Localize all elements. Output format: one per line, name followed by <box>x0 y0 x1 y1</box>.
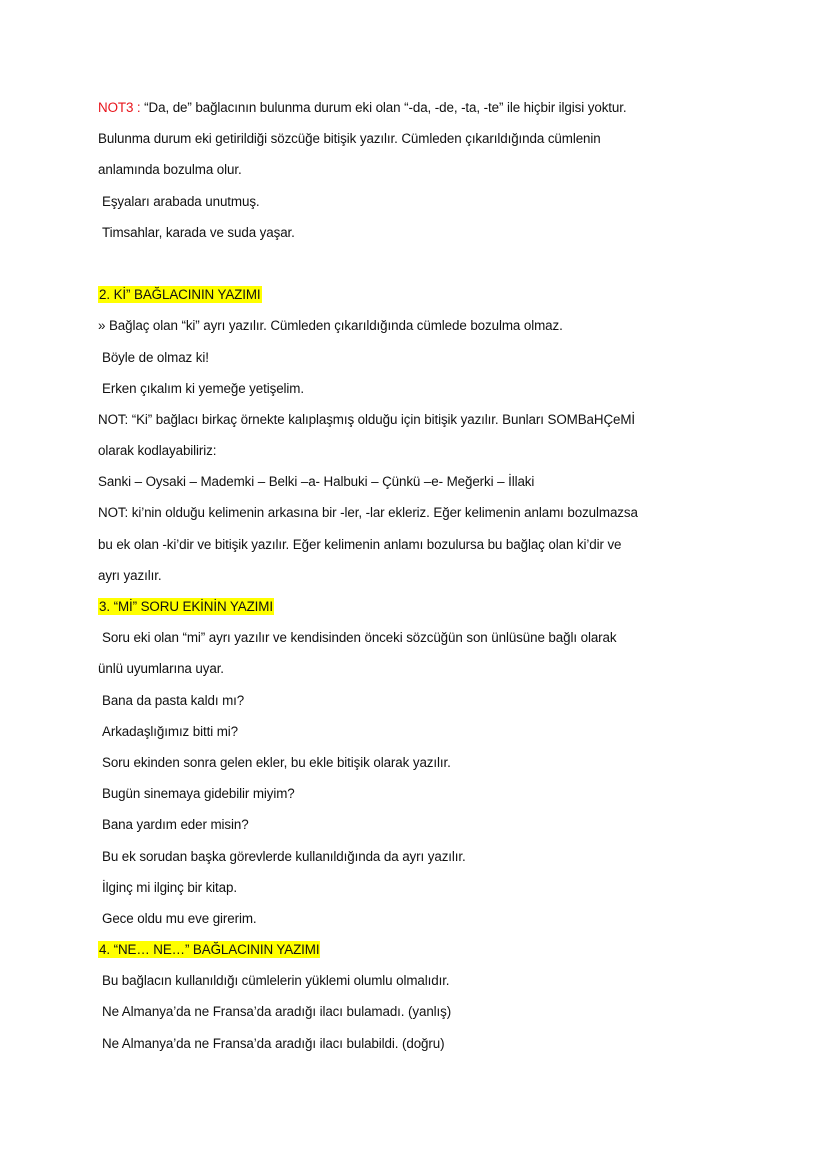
example-line: Ne Almanya’da ne Fransa’da aradığı ilacı bulabildi. (doğru) <box>102 1035 445 1051</box>
text-line: olarak kodlayabiliriz: <box>98 443 217 459</box>
example-line: Timsahlar, karada ve suda yaşar. <box>102 224 295 240</box>
text-line: bu ek olan -ki’dir ve bitişik yazılır. Eğer kelimenin anlamı bozulursa bu bağlaç olan ki’dir ve <box>98 536 622 552</box>
text-line: NOT: ki’nin olduğu kelimenin arkasına bir -ler, -lar ekleriz. Eğer kelimenin anlamı bozulmazsa <box>98 505 638 521</box>
text-line: ünlü uyumlarına uyar. <box>98 661 224 677</box>
text-line: Bulunma durum eki getirildiği sözcüğe bitişik yazılır. Cümleden çıkarıldığında cümlenin <box>98 131 601 147</box>
text-line: Bu bağlacın kullanıldığı cümlelerin yüklemi olumlu olmalıdır. <box>102 973 450 989</box>
text-line: anlamında bozulma olur. <box>98 162 242 178</box>
document-page <box>98 96 738 1063</box>
example-line: Arkadaşlığımız bitti mi? <box>102 723 239 739</box>
section-2-heading: 2. Kİ” BAĞLACININ YAZIMI <box>99 287 261 303</box>
text-line: Soru ekinden sonra gelen ekler, bu ekle bitişik olarak yazılır. <box>102 754 451 770</box>
example-line: Eşyaları arabada unutmuş. <box>102 193 260 209</box>
example-line: Erken çıkalım ki yemeğe yetişelim. <box>102 380 304 396</box>
text-line: Sanki – Oysaki – Mademki – Belki –a- Halbuki – Çünkü –e- Meğerki – İllaki <box>98 474 535 490</box>
blank-line <box>98 252 738 283</box>
text-line: Soru eki olan “mi” ayrı yazılır ve kendisinden önceki sözcüğün son ünlüsüne bağlı olarak <box>102 630 617 646</box>
section-4-heading-row <box>98 938 738 969</box>
note3-paragraph <box>98 96 738 127</box>
text-line: » Bağlaç olan “ki” ayrı yazılır. Cümleden çıkarıldığında cümlede bozulma olmaz. <box>98 318 563 334</box>
note3-text: “Da, de” bağlacının bulunma durum eki olan “-da, -de, -ta, -te” ile hiçbir ilgisi yoktur. <box>140 100 627 115</box>
text-line: NOT: “Ki” bağlacı birkaç örnekte kalıplaşmış olduğu için bitişik yazılır. Bunları SOMBaHÇeMİ <box>98 411 636 427</box>
section-3-heading: 3. “Mİ” SORU EKİNİN YAZIMI <box>99 599 273 614</box>
example-line: Bana da pasta kaldı mı? <box>102 692 245 708</box>
text-line: Bu ek sorudan başka görevlerde kullanıldığında da ayrı yazılır. <box>102 848 466 864</box>
example-line: Bana yardım eder misin? <box>102 817 249 833</box>
section-2-heading-row <box>98 283 738 314</box>
example-line: Bugün sinemaya gidebilir miyim? <box>102 786 295 802</box>
example-line: Gece oldu mu eve girerim. <box>102 910 257 926</box>
example-line: İlginç mi ilginç bir kitap. <box>102 879 237 895</box>
note3-label: NOT3 : <box>98 100 141 115</box>
section-4-heading: 4. “NE… NE…” BAĞLACININ YAZIMI <box>99 942 320 958</box>
section-3-heading-row <box>98 595 738 626</box>
example-line: Ne Almanya’da ne Fransa’da aradığı ilacı bulamadı. (yanlış) <box>102 1004 452 1020</box>
text-line: ayrı yazılır. <box>98 567 162 583</box>
example-line: Böyle de olmaz ki! <box>102 349 209 365</box>
